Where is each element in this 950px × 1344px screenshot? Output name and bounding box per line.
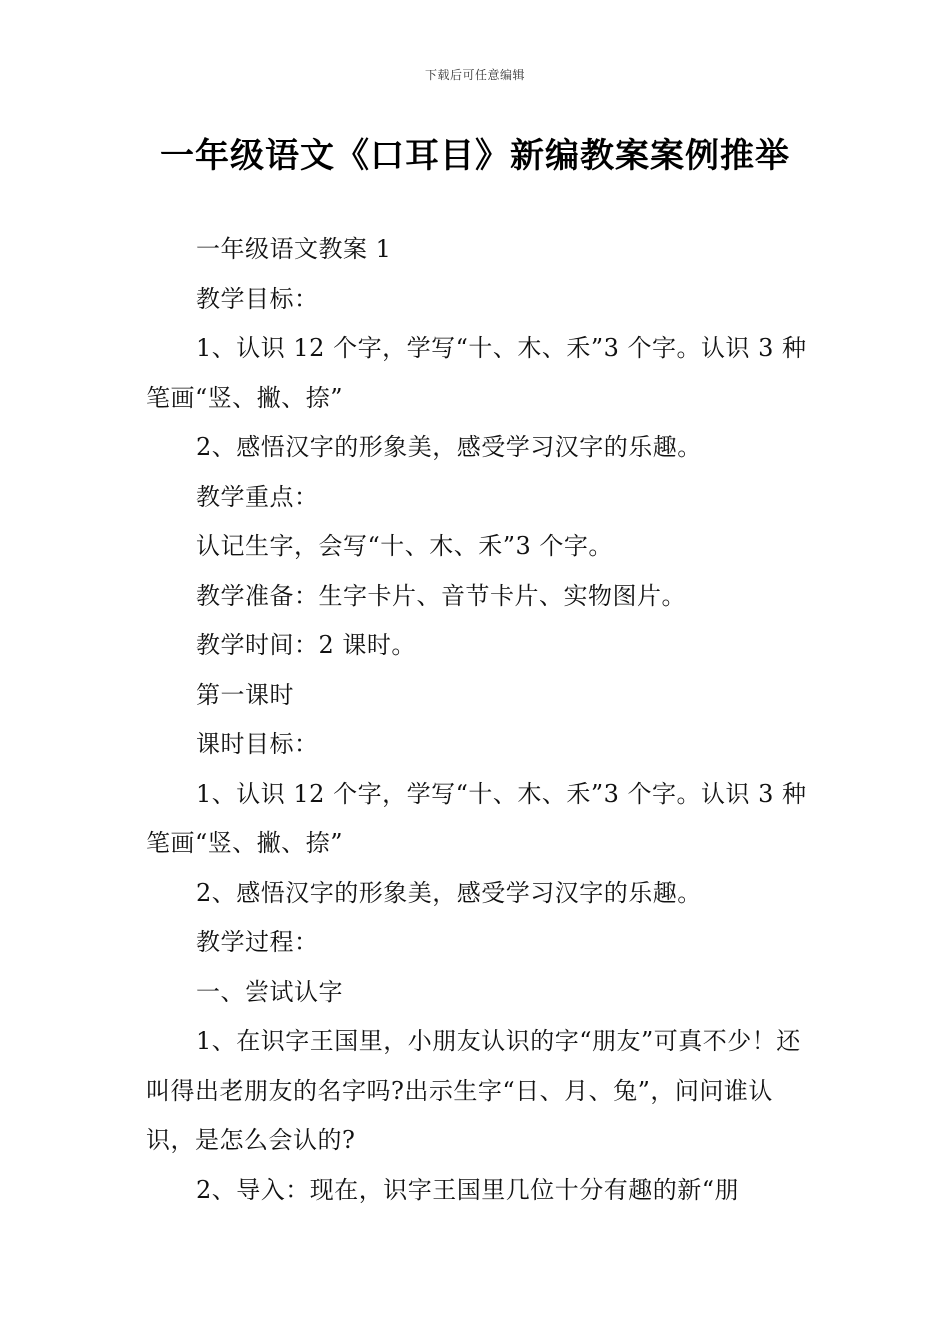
paragraph-key-points: 认记生字，会写“十、木、禾”3 个字。 [196, 532, 613, 560]
paragraph-first-lesson: 第一课时 [196, 680, 294, 709]
paragraph-key-points-heading: 教学重点： [196, 482, 319, 511]
paragraph-teaching-time: 教学时间：2 课时。 [196, 631, 416, 659]
document-title: 一年级语文《口耳目》新编教案案例推举 [160, 136, 790, 176]
paragraph-lesson-plan-heading: 一年级语文教案 1 [196, 235, 392, 263]
paragraph-preparation: 教学准备：生字卡片、音节卡片、实物图片。 [196, 581, 686, 610]
paragraph-process-heading: 教学过程： [196, 928, 319, 956]
paragraph-lesson-goal-2: 2、感悟汉字的形象美，感受学习汉字的乐趣。 [196, 878, 702, 907]
document-body [146, 225, 810, 1215]
paragraph-step-1: 1、在识字王国里，小朋友认识的字“朋友”可真不少！还叫得出老朋友的名字吗?出示生字“日、月、兔”，问问谁认识，是怎么会认的? [146, 1027, 801, 1154]
paragraph-lesson-goal-1: 1、认识 12 个字，学写“十、木、禾”3 个字。认识 3 种笔画“竖、撇、捺” [146, 779, 807, 857]
paragraph-step-2: 2、导入：现在，识字王国里几位十分有趣的新“朋 [196, 1175, 740, 1204]
paragraph-teaching-goals-heading: 教学目标： [196, 284, 319, 313]
paragraph-lesson-goals-heading: 课时目标： [196, 730, 319, 758]
paragraph-goal-1: 1、认识 12 个字，学写“十、木、禾”3 个字。认识 3 种笔画“竖、撇、捺” [146, 334, 807, 412]
paragraph-goal-2: 2、感悟汉字的形象美，感受学习汉字的乐趣。 [196, 433, 702, 461]
page-header-note: 下载后可任意编辑 [424, 68, 525, 82]
paragraph-section-one: 一、尝试认字 [196, 977, 343, 1006]
